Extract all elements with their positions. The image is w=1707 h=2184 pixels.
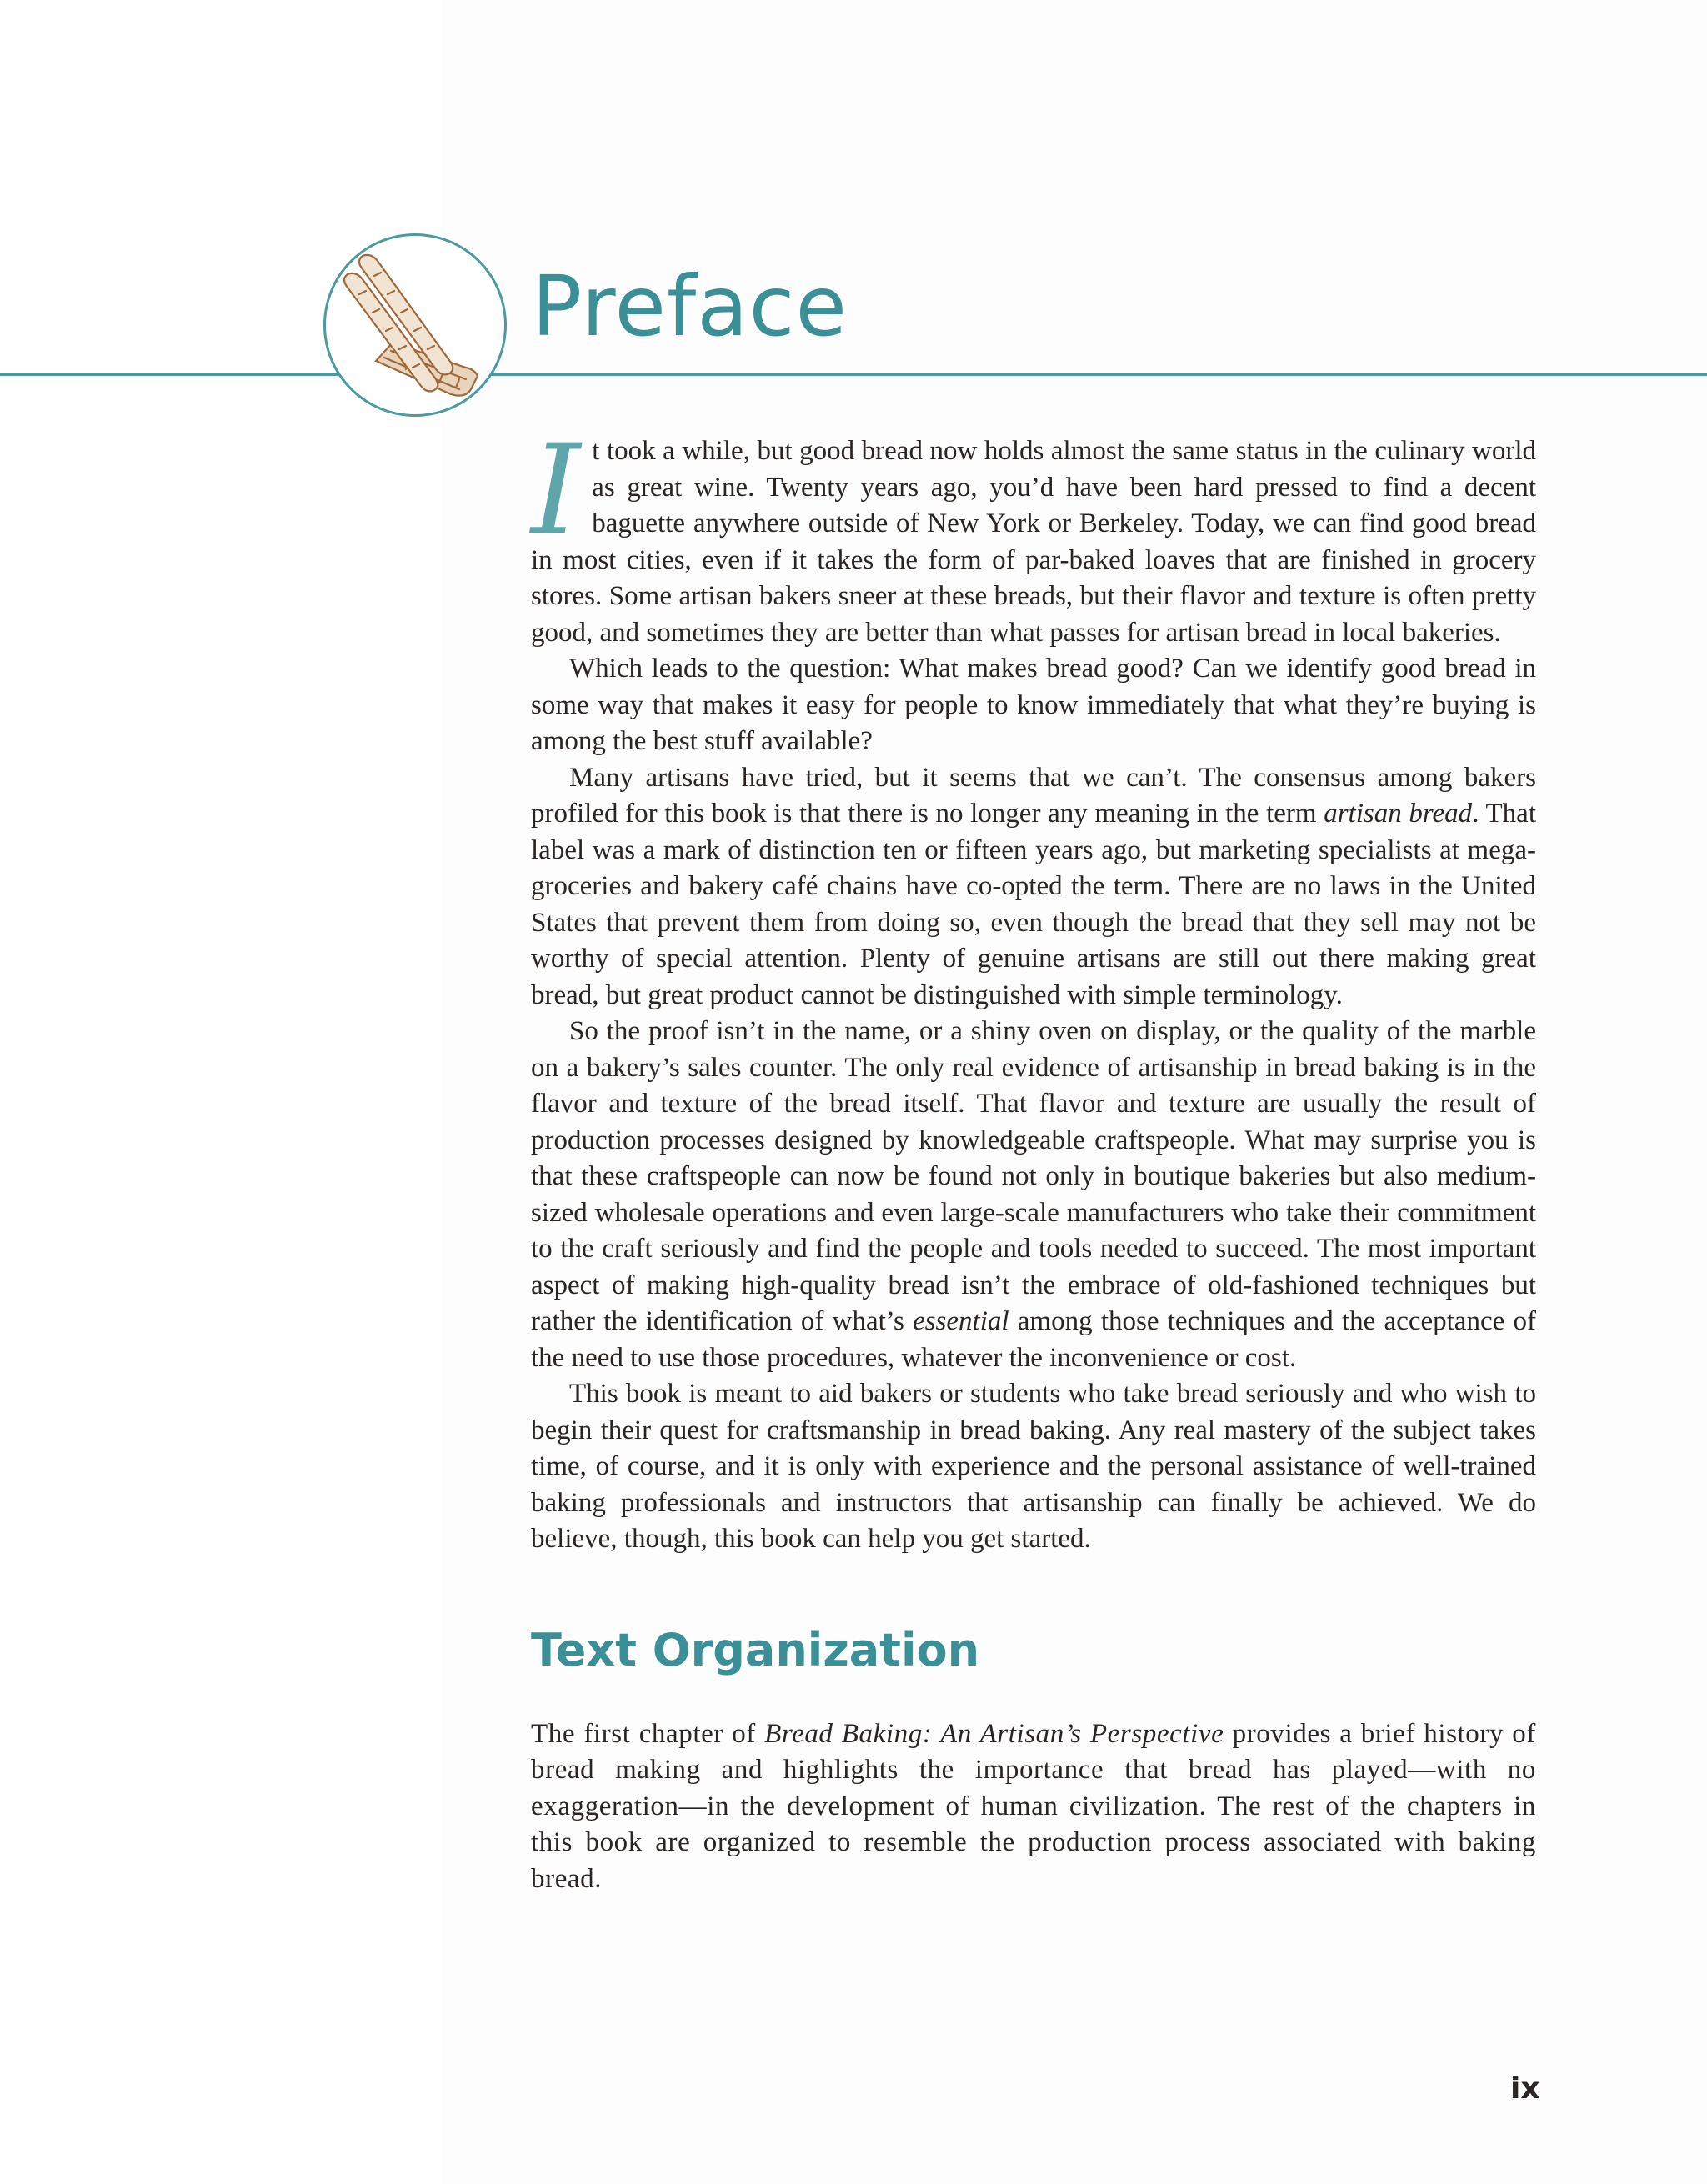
paragraph-text: Many artisans have tried, but it seems that we can’t. The consensus among bakers profiled for this book is that there is no longer any meaning in the term bbox=[531, 762, 1536, 829]
paragraph-text: t took a while, but good bread now holds almost the same status in the culinary world as great wine. Twenty years ago, you’d have been hard pressed to find a decent baguette anywhere outside of New York or Berkeley. Today, we can find good bread in most cities, even if it takes the form of par-baked loaves that are finished in grocery stores. Some artisan bakers sneer at these breads, but their flavor and texture is often pretty good, and sometimes they are better than what passes for artisan bread in local bakeries. bbox=[531, 436, 1536, 648]
paragraph-text: provides a brief history of bread making and highlights the importance that bread has played—with no exaggeration—in the development of human civilization. The rest of the chapters in this book are organized to resemble the production process associated with baking bread. bbox=[531, 1718, 1537, 1894]
page-number: ix bbox=[1510, 2071, 1540, 2106]
emphasis-text: essential bbox=[913, 1306, 1009, 1336]
book-title-text: Bread Baking: An Artisan’s Perspective bbox=[764, 1718, 1224, 1749]
paragraph: Which leads to the question: What makes bread good? Can we identify good bread in some way that makes it easy for people to know immediately that what they’re buying is among the best stuff available? bbox=[531, 654, 1536, 756]
paragraph: This book is meant to aid bakers or students who take bread seriously and who wish to begin their quest for craftsmanship in bread baking. Any real mastery of the subject takes time, of course, and it is only with experience and the personal assistance of well-trained baking professionals and instructors that artisanship can finally be achieved. We do believe, though, this book can help you get started. bbox=[531, 1379, 1536, 1554]
paragraph bbox=[531, 760, 1536, 1014]
paragraph-text: So the proof isn’t in the name, or a shiny oven on display, or the quality of the marble on a bakery’s sales counter. The only real evidence of artisanship in bread baking is in the flavor and texture of the bread itself. That flavor and texture are usually the result of production processes designed by knowledgeable craftspeople. What may surprise you is that these craftspeople can now be found not only in boutique bakeries but also medium-sized wholesale operations and even large-scale manufacturers who take their commitment to the craft seriously and find the people and tools needed to succeed. The most important aspect of making high-quality bread isn’t the embrace of old-fashioned techniques but rather the identification of what’s bbox=[531, 1016, 1536, 1336]
section-heading: Text Organization bbox=[531, 1623, 980, 1676]
drop-cap: I bbox=[531, 418, 581, 564]
paragraph-text: among those techniques and the acceptance of the need to use those procedures, whatever the inconvenience or cost. bbox=[531, 1306, 1536, 1373]
preface-body bbox=[531, 418, 1537, 1897]
page-title: Preface bbox=[532, 258, 848, 355]
paragraph-text: The first chapter of bbox=[531, 1718, 765, 1749]
chapter-emblem bbox=[323, 233, 507, 417]
header-rule bbox=[0, 373, 1707, 376]
paragraph bbox=[531, 418, 1536, 651]
paragraph-text: . That label was a mark of distinction ten or fifteen years ago, but marketing specialists at mega-groceries and bakery café chains have co-opted the term. There are no laws in the United States that prevent them from doing so, even though the bread that they sell may not be worthy of special attention. Plenty of genuine artisans are still out there making great bread, but great product cannot be distinguished with simple terminology. bbox=[531, 799, 1536, 1010]
emphasis-text: artisan bread bbox=[1324, 799, 1473, 829]
baguette-basket-icon bbox=[326, 236, 504, 414]
paragraph bbox=[531, 1716, 1536, 1898]
paragraph bbox=[531, 1014, 1536, 1376]
